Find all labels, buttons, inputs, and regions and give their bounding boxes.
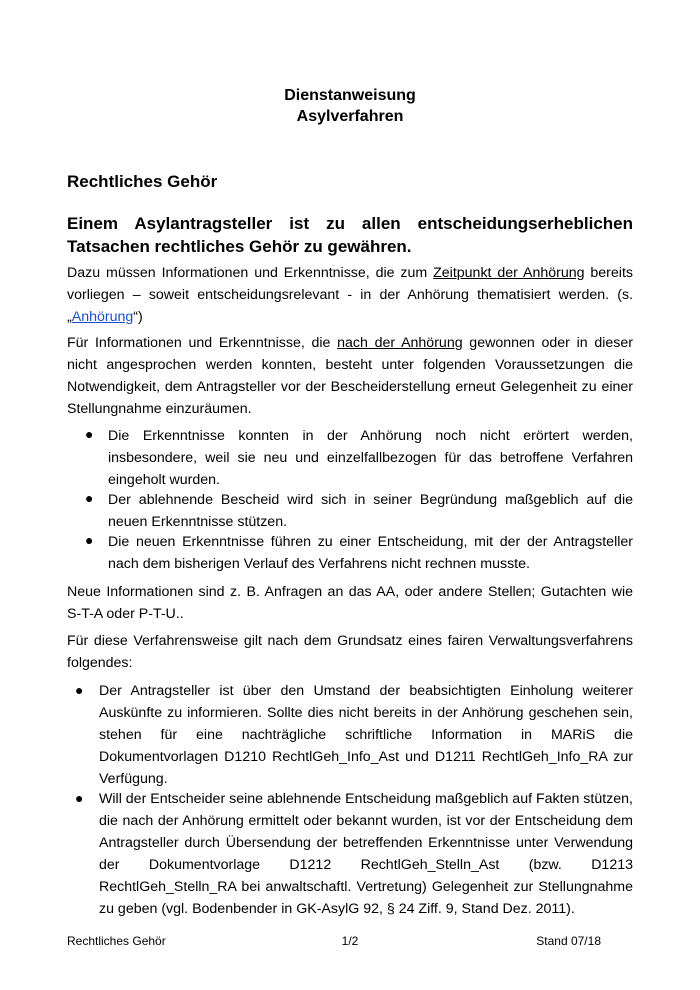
document-subtitle: Asylverfahren bbox=[296, 108, 404, 125]
bullet-icon: ● bbox=[75, 790, 84, 806]
paragraph-3 bbox=[67, 581, 633, 625]
paragraph-4 bbox=[67, 630, 633, 674]
footer-page-number: 1/2 bbox=[341, 934, 359, 948]
section-heading: Rechtliches Gehör bbox=[67, 172, 218, 191]
lead-statement: Einem Asylantragsteller ist zu allen entscheidungserheblichen Tatsachen rechtliches Gehör zu gewähren. bbox=[67, 214, 633, 256]
footer-right: Stand 07/18 bbox=[536, 934, 601, 948]
nach-der-anhoerung-link[interactable]: nach der Anhörung bbox=[337, 335, 463, 351]
paragraph-3-line-1: Neue Informationen sind z. B. Anfragen an das AA, oder andere Stellen; Gutachten wie bbox=[67, 584, 633, 600]
paragraph-2-line-2: nicht angesprochen werden konnten, besteht unter folgenden Voraussetzungen die bbox=[67, 357, 633, 373]
bullet-icon: ● bbox=[75, 682, 84, 698]
paragraph-4-line-2: folgendes: bbox=[67, 655, 133, 671]
paragraph-1-line-2: vorliegen – soweit entscheidungsrelevant - in der Anhörung thematisiert werden. (s. bbox=[67, 287, 633, 303]
list-1-item-1: Die Erkenntnisse konnten in der Anhörung noch nicht erörtert werden, insbesondere, weil sie neu und einzelfallbezogen für das betroffene Verfahren eingeholt wurden. bbox=[108, 428, 633, 488]
paragraph-2-line-1: Für Informationen und Erkenntnisse, die nach der Anhörung gewonnen oder in dieser bbox=[67, 335, 633, 351]
list-1-item-3: Die neuen Erkenntnisse führen zu einer Entscheidung, mit der der Antragsteller nach dem bisherigen Verlauf des Verfahrens nicht rechnen musste. bbox=[108, 534, 633, 572]
document-title: Dienstanweisung bbox=[284, 87, 416, 104]
bullet-icon: ● bbox=[85, 490, 94, 506]
footer-left: Rechtliches Gehör bbox=[67, 934, 166, 948]
paragraph-2-line-4: Stellungnahme einzuräumen. bbox=[67, 401, 252, 417]
paragraph-2 bbox=[67, 332, 633, 420]
paragraph-2-line-3: Notwendigkeit, dem Antragsteller vor der Bescheiderstellung erneut Gelegenheit zu einer bbox=[67, 379, 633, 395]
paragraph-3-line-2: S-T-A oder P-T-U.. bbox=[67, 606, 184, 622]
list-1-item-2: Der ablehnende Bescheid wird sich in seiner Begründung maßgeblich auf die neuen Erkenntnisse stützen. bbox=[108, 492, 633, 530]
list-2-item-2: Will der Entscheider seine ablehnende Entscheidung maßgeblich auf Fakten stützen, die nach der Anhörung ermittelt oder bekannt wurden, ist vor der Entscheidung dem Antragsteller durch Übersendung der betreffenden Erkenntnisse unter Verwendung der Dokumentvorlage D1212 RechtlGeh_Stelln_Ast (bzw. D1213 RechtlGeh_Stelln_RA bei anwaltschaftl. Vertretung) Gelegenheit zur Stellungnahme zu geben (vgl. Bodenbender in GK-AsylG 92, § 24 Ziff. 9, Stand Dez. 2011). bbox=[99, 791, 633, 917]
paragraph-4-line-1: Für diese Verfahrensweise gilt nach dem Grundsatz eines fairen Verwaltungsverfahrens bbox=[67, 633, 633, 649]
bullet-icon: ● bbox=[85, 426, 94, 442]
anhoerung-link[interactable]: Anhörung bbox=[71, 309, 134, 325]
zeitpunkt-link[interactable]: Zeitpunkt der Anhörung bbox=[433, 265, 585, 281]
bullet-icon: ● bbox=[85, 532, 94, 548]
paragraph-1 bbox=[67, 262, 633, 328]
paragraph-1-line-3: „Anhörung“) bbox=[67, 309, 143, 325]
list-2-item-1: Der Antragsteller ist über den Umstand der beabsichtigten Einholung weiterer Auskünfte zu informieren. Sollte dies nicht bereits in der Anhörung geschehen sein, stehen für eine nachträgliche schriftliche Information in MARiS die Dokumentvorlagen D1210 RechtlGeh_Info_Ast und D1211 RechtlGeh_Info_RA zur Verfügung. bbox=[99, 683, 633, 787]
paragraph-1-line-1: Dazu müssen Informationen und Erkenntnisse, die zum Zeitpunkt der Anhörung bereits bbox=[67, 265, 633, 281]
